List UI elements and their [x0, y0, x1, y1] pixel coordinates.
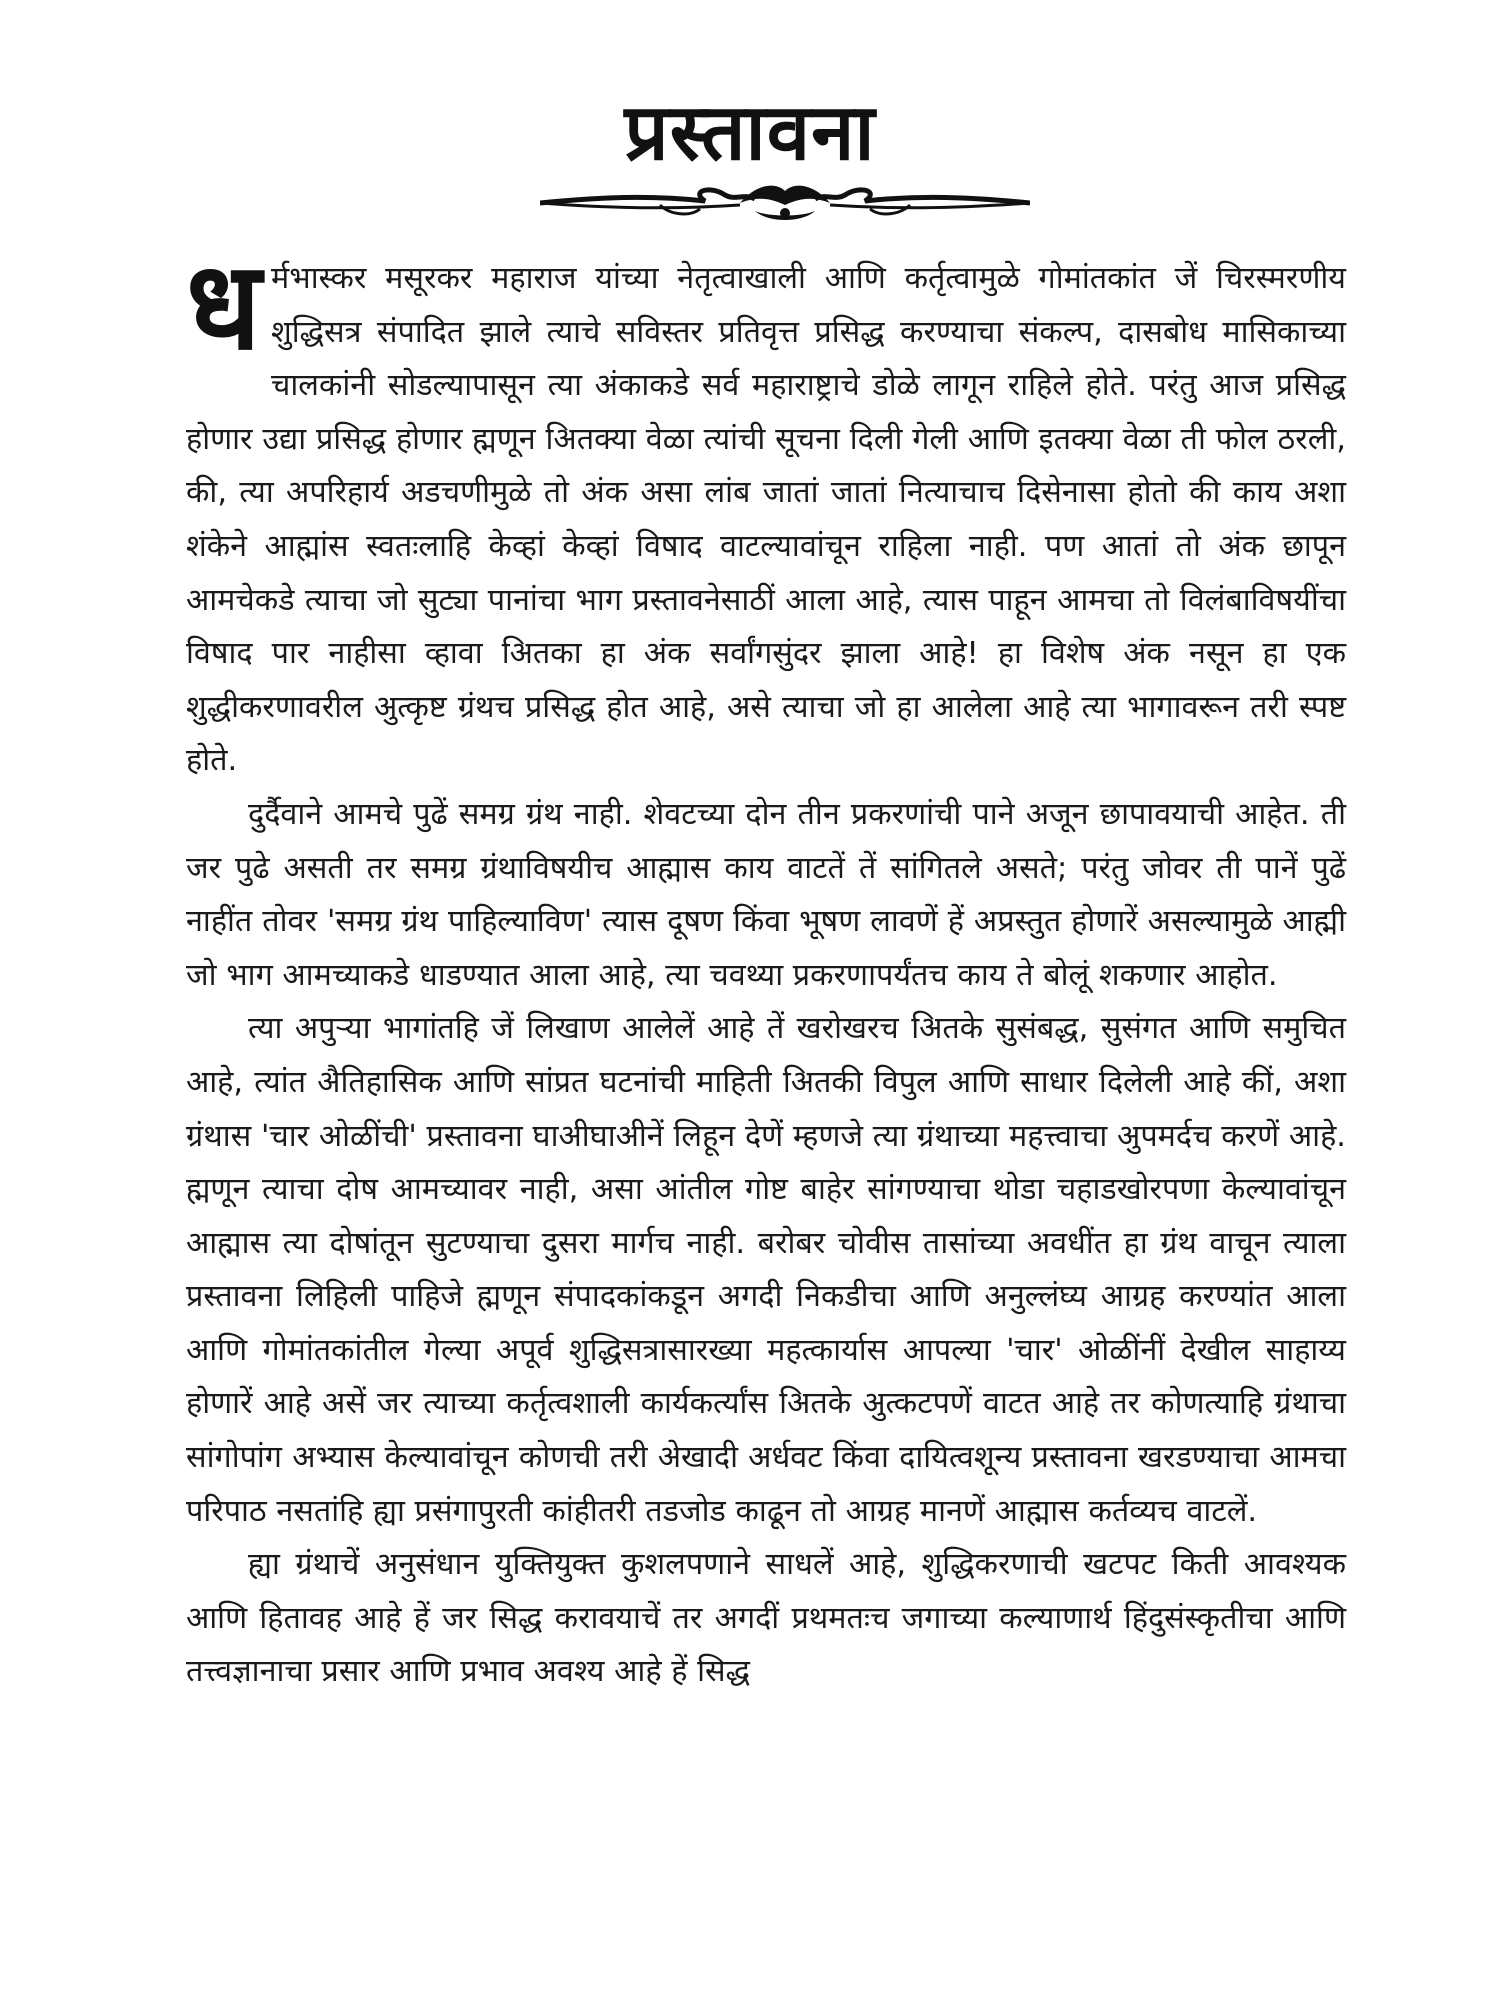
- drop-cap: ध: [186, 235, 262, 377]
- paragraph-1: [186, 235, 1346, 788]
- paragraph-3: त्या अपुऱ्या भागांतहि जें लिखाण आलेलें आहे तें खरोखरच अितके सुसंबद्ध, सुसंगत आणि समुचित आहे, त्यांत अैतिहासिक आणि सांप्रत घटनांची माहिती अितकी विपुल आणि साधार दिलेली आहे कीं, अशा ग्रंथास 'चार ओळींची' प्रस्तावना घाअीघाअीनें लिहून देणें म्हणजे त्या ग्रंथाच्या महत्त्वाचा अुपमर्दच करणें आहे. ह्मणून त्याचा दोष आमच्यावर नाही, असा आंतील गोष्ट बाहेर सांगण्याचा थोडा चहाडखोरपणा केल्यावांचून आह्मास त्या दोषांतून सुटण्याचा दुसरा मार्गच नाही. बरोबर चोवीस तासांच्या अवधींत हा ग्रंथ वाचून त्याला प्रस्तावना लिहिली पाहिजे ह्मणून संपादकांकडून अगदी निकडीचा आणि अनुल्लंघ्य आग्रह करण्यांत आला आणि गोमांतकांतील गेल्या अपूर्व शुद्धिसत्रासारख्या महत्कार्यास आपल्या 'चार' ओळींनीं देखील साहाय्य होणारें आहे असें जर त्याच्या कर्तृत्वशाली कार्यकर्त्यांस अितके अुत्कटपणें वाटत आहे तर कोणत्याहि ग्रंथाचा सांगोपांग अभ्यास केल्यावांचून कोणची तरी अेखादी अर्धवट किंवा दायित्वशून्य प्रस्तावना खरडण्याचा आमचा परिपाठ नसतांहि ह्या प्रसंगापुरती कांहीतरी तडजोड काढून तो आग्रह मानणें आह्मास कर्तव्यच वाटलें.: [186, 1011, 1346, 1529]
- paragraph-2: दुर्दैवाने आमचे पुढें समग्र ग्रंथ नाही. शेवटच्या दोन तीन प्रकरणांची पाने अजून छापावयाची आहेत. ती जर पुढे असती तर समग्र ग्रंथाविषयीच आह्मास काय वाटतें तें सांगितले असते; परंतु जोवर ती पानें पुढें नाहींत तोवर 'समग्र ग्रंथ पाहिल्याविण' त्यास दूषण किंवा भूषण लावणें हें अप्रस्तुत होणारें असल्यामुळे आह्मी जो भाग आमच्याकडे धाडण्यात आला आहे, त्या चवथ्या प्रकरणापर्यंतच काय ते बोलूं शकणार आहोत.: [186, 796, 1346, 993]
- article-body: [186, 235, 1346, 1699]
- decorative-divider-icon: [540, 175, 1030, 231]
- paragraph-4: ह्या ग्रंथाचें अनुसंधान युक्तियुक्त कुशलपणाने साधलें आहे, शुद्धिकरणाची खटपट किती आवश्यक आणि हितावह आहे हें जर सिद्ध करावयाचें तर अगदीं प्रथमतःच जगाच्या कल्याणार्थ हिंदुसंस्कृतीचा आणि तत्त्वज्ञानाचा प्रसार आणि प्रभाव अवश्य आहे हें सिद्ध: [186, 1547, 1346, 1690]
- paragraph-1-text: र्मभास्कर मसूरकर महाराज यांच्या नेतृत्वाखाली आणि कर्तृत्वामुळे गोमांतकांत जें चिरस्मरणीय शुद्धिसत्र संपादित झाले त्याचे सविस्तर प्रतिवृत्त प्रसिद्ध करण्याचा संकल्प, दासबोध मासिकाच्या चालकांनी सोडल्यापासून त्या अंकाकडे सर्व महाराष्ट्राचे डोळे लागून राहिले होते. परंतु आज प्रसिद्ध होणार उद्या प्रसिद्ध होणार ह्मणून अितक्या वेळा त्यांची सूचना दिली गेली आणि इतक्या वेळा ती फोल ठरली, की, त्या अपरिहार्य अडचणीमुळे तो अंक असा लांब जातां जातां नित्याचाच दिसेनासा होतो की काय अशा शंकेने आह्मांस स्वतःलाहि केव्हां केव्हां विषाद वाटल्यावांचून राहिला नाही. पण आतां तो अंक छापून आमचेकडे त्याचा जो सुट्या पानांचा भाग प्रस्तावनेसाठीं आला आहे, त्यास पाहून आमचा तो विलंबाविषयींचा विषाद पार नाहीसा व्हावा अितका हा अंक सर्वांगसुंदर झाला आहे! हा विशेष अंक नसून हा एक शुद्धीकरणावरील अुत्कृष्ट ग्रंथच प्रसिद्ध होत आहे, असे त्याचा जो हा आलेला आहे त्या भागावरून तरी स्पष्ट होते.: [186, 261, 1346, 779]
- page-title: प्रस्तावना: [624, 88, 876, 178]
